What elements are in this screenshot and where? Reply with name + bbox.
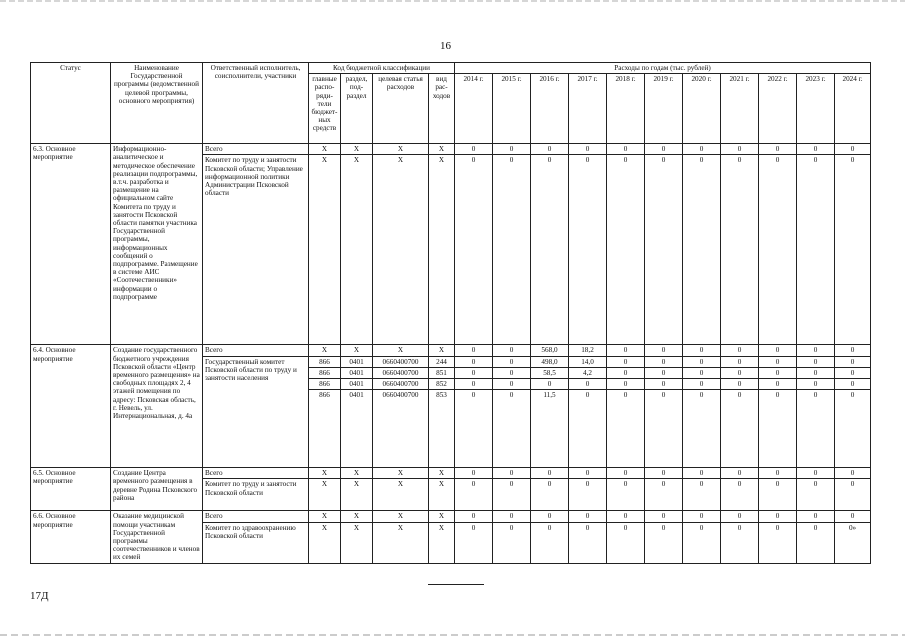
rzpr-cell: X: [341, 345, 373, 356]
header-name: Наименование Государственной программы (ведомственной целевой программы, основного мероприятия): [111, 63, 203, 144]
page-number: 16: [440, 40, 451, 52]
year-value-cell: 0: [759, 379, 797, 390]
year-value-cell: 0: [759, 144, 797, 155]
year-value-cell: 0: [683, 155, 721, 345]
year-value-cell: 0: [835, 144, 871, 155]
vr-cell: 852: [429, 379, 455, 390]
table-row: [31, 511, 871, 522]
rzpr-cell: 0401: [341, 356, 373, 367]
vr-cell: 853: [429, 390, 455, 468]
csr-cell: 0660400700: [373, 367, 429, 378]
vr-cell: X: [429, 522, 455, 563]
year-value-cell: 0: [607, 390, 645, 468]
table-row: [31, 144, 871, 155]
year-value-cell: 0: [797, 479, 835, 511]
year-value-cell: 0: [835, 468, 871, 479]
year-value-cell: 0: [797, 345, 835, 356]
year-value-cell: 0: [493, 390, 531, 468]
year-value-cell: 0: [607, 144, 645, 155]
year-value-cell: 0: [531, 155, 569, 345]
year-value-cell: 0: [569, 390, 607, 468]
header-year: 2021 г.: [721, 74, 759, 144]
year-value-cell: 0: [607, 345, 645, 356]
year-value-cell: 0: [759, 367, 797, 378]
vr-cell: X: [429, 479, 455, 511]
year-value-cell: 0: [683, 144, 721, 155]
csr-cell: X: [373, 511, 429, 522]
responsible-cell: Всего: [203, 144, 309, 155]
year-value-cell: 0: [493, 468, 531, 479]
year-value-cell: 0: [797, 356, 835, 367]
grbs-cell: 866: [309, 356, 341, 367]
year-value-cell: 0: [835, 155, 871, 345]
header-year: 2016 г.: [531, 74, 569, 144]
program-name-cell: Создание Центра временного размещения в деревне Родина Псковского района: [111, 468, 203, 511]
rzpr-cell: X: [341, 468, 373, 479]
year-value-cell: 0: [759, 479, 797, 511]
year-value-cell: 0: [569, 144, 607, 155]
year-value-cell: 0: [569, 479, 607, 511]
year-value-cell: 0: [645, 522, 683, 563]
year-value-cell: 58,5: [531, 367, 569, 378]
year-value-cell: 0: [683, 468, 721, 479]
header-year: 2019 г.: [645, 74, 683, 144]
table-header: [31, 63, 871, 144]
year-value-cell: 0: [493, 379, 531, 390]
header-csr: целевая статья расходов: [373, 74, 429, 144]
csr-cell: X: [373, 144, 429, 155]
responsible-cell: Комитет по труду и занятости Псковской области: [203, 479, 309, 511]
year-value-cell: 0: [569, 511, 607, 522]
rzpr-cell: X: [341, 511, 373, 522]
csr-cell: X: [373, 479, 429, 511]
year-value-cell: 0: [455, 522, 493, 563]
header-year: 2024 г.: [835, 74, 871, 144]
year-value-cell: 0: [759, 345, 797, 356]
status-cell: 6.6. Основное мероприятие: [31, 511, 111, 563]
year-value-cell: 11,5: [531, 390, 569, 468]
rzpr-cell: X: [341, 479, 373, 511]
header-year: 2017 г.: [569, 74, 607, 144]
year-value-cell: 0: [797, 367, 835, 378]
year-value-cell: 14,0: [569, 356, 607, 367]
year-value-cell: 0: [569, 379, 607, 390]
year-value-cell: 0: [569, 522, 607, 563]
year-value-cell: 4,2: [569, 367, 607, 378]
responsible-cell: Всего: [203, 468, 309, 479]
vr-cell: 851: [429, 367, 455, 378]
year-value-cell: 0: [797, 511, 835, 522]
year-value-cell: 0: [645, 479, 683, 511]
year-value-cell: 0: [645, 390, 683, 468]
year-value-cell: 0: [683, 345, 721, 356]
csr-cell: 0660400700: [373, 379, 429, 390]
year-value-cell: 0: [721, 155, 759, 345]
responsible-cell: Всего: [203, 511, 309, 522]
year-value-cell: 0: [607, 511, 645, 522]
year-value-cell: 0: [721, 468, 759, 479]
year-value-cell: 0: [759, 155, 797, 345]
year-value-cell: 568,0: [531, 345, 569, 356]
year-value-cell: 0: [607, 155, 645, 345]
year-value-cell: 0: [683, 379, 721, 390]
year-value-cell: 0: [531, 522, 569, 563]
year-value-cell: 0: [493, 144, 531, 155]
year-value-cell: 0: [645, 468, 683, 479]
program-name-cell: Информационно-аналитическое и методическое обеспечение реализации подпрограммы, в.т.ч. разработка и размещение на официальном сайте Комитета по труду и занятости Псковской области памятки участника Государственной программы, информационных сообщений о подпрограмме. Размещение в системе АИС «Соотечественники» информации о подпрограмме: [111, 144, 203, 345]
year-value-cell: 0: [721, 511, 759, 522]
year-value-cell: 0: [721, 367, 759, 378]
scan-edge-top: [0, 0, 905, 2]
year-value-cell: 0: [797, 522, 835, 563]
header-year: 2014 г.: [455, 74, 493, 144]
rzpr-cell: X: [341, 155, 373, 345]
budget-table: [30, 62, 871, 564]
year-value-cell: 0: [531, 511, 569, 522]
year-value-cell: 0: [455, 468, 493, 479]
vr-cell: 244: [429, 356, 455, 367]
header-responsible: Ответственный исполнитель, соисполнители, участники: [203, 63, 309, 144]
year-value-cell: 0: [683, 522, 721, 563]
table-row: [31, 468, 871, 479]
year-value-cell: 0: [531, 379, 569, 390]
year-value-cell: 0»: [835, 522, 871, 563]
year-value-cell: 0: [493, 511, 531, 522]
year-value-cell: 0: [683, 367, 721, 378]
year-value-cell: 0: [607, 522, 645, 563]
scan-edge-bottom: [0, 634, 905, 636]
program-name-cell: Оказание медицинской помощи участникам Государственной программы соотечественников и членов их семей: [111, 511, 203, 563]
year-value-cell: 0: [835, 356, 871, 367]
year-value-cell: 0: [721, 479, 759, 511]
year-value-cell: 18,2: [569, 345, 607, 356]
year-value-cell: 0: [493, 479, 531, 511]
responsible-cell: Комитет по здравоохранению Псковской области: [203, 522, 309, 563]
year-value-cell: 0: [721, 144, 759, 155]
year-value-cell: 0: [645, 367, 683, 378]
grbs-cell: X: [309, 468, 341, 479]
year-value-cell: 0: [721, 345, 759, 356]
grbs-cell: X: [309, 511, 341, 522]
grbs-cell: X: [309, 155, 341, 345]
year-value-cell: 0: [645, 144, 683, 155]
grbs-cell: X: [309, 144, 341, 155]
year-value-cell: 0: [607, 367, 645, 378]
year-value-cell: 0: [645, 356, 683, 367]
table-row: [31, 345, 871, 356]
year-value-cell: 0: [607, 479, 645, 511]
year-value-cell: 0: [455, 390, 493, 468]
grbs-cell: 866: [309, 390, 341, 468]
year-value-cell: 0: [835, 479, 871, 511]
year-value-cell: 0: [455, 155, 493, 345]
year-value-cell: 0: [607, 379, 645, 390]
program-name-cell: Создание государственного бюджетного учреждения Псковской области «Центр временного размещения» на свободных площадях 2, 4 этажей помещения по адресу: Псковская область, г. Невель, ул. Интернациональная, д. 4а: [111, 345, 203, 468]
year-value-cell: 0: [797, 155, 835, 345]
csr-cell: X: [373, 345, 429, 356]
rzpr-cell: 0401: [341, 379, 373, 390]
vr-cell: X: [429, 155, 455, 345]
year-value-cell: 0: [493, 356, 531, 367]
year-value-cell: 0: [607, 468, 645, 479]
vr-cell: X: [429, 144, 455, 155]
year-value-cell: 0: [835, 390, 871, 468]
grbs-cell: 866: [309, 379, 341, 390]
header-expenses: Расходы по годам (тыс. рублей): [455, 63, 871, 74]
rzpr-cell: 0401: [341, 390, 373, 468]
year-value-cell: 0: [759, 522, 797, 563]
year-value-cell: 0: [531, 479, 569, 511]
year-value-cell: 0: [455, 144, 493, 155]
header-year: 2022 г.: [759, 74, 797, 144]
year-value-cell: 0: [493, 522, 531, 563]
responsible-cell: Комитет по труду и занятости Псковской области; Управление информационной политики Администрации Псковской области: [203, 155, 309, 345]
year-value-cell: 0: [797, 468, 835, 479]
rzpr-cell: X: [341, 144, 373, 155]
year-value-cell: 0: [835, 345, 871, 356]
grbs-cell: X: [309, 479, 341, 511]
table-body: [31, 144, 871, 563]
year-value-cell: 0: [645, 155, 683, 345]
year-value-cell: 0: [797, 144, 835, 155]
year-value-cell: 0: [493, 345, 531, 356]
year-value-cell: 0: [835, 511, 871, 522]
csr-cell: X: [373, 522, 429, 563]
header-budget-code: Код бюджетной классификации: [309, 63, 455, 74]
year-value-cell: 498,0: [531, 356, 569, 367]
status-cell: 6.4. Основное мероприятие: [31, 345, 111, 468]
year-value-cell: 0: [645, 345, 683, 356]
vr-cell: X: [429, 345, 455, 356]
rzpr-cell: X: [341, 522, 373, 563]
header-year: 2015 г.: [493, 74, 531, 144]
year-value-cell: 0: [493, 155, 531, 345]
responsible-cell: Государственный комитет Псковской области по труду и занятости населения: [203, 356, 309, 468]
status-cell: 6.3. Основное мероприятие: [31, 144, 111, 345]
year-value-cell: 0: [455, 511, 493, 522]
vr-cell: X: [429, 511, 455, 522]
year-value-cell: 0: [455, 479, 493, 511]
footer-rule: [428, 584, 484, 585]
header-year: 2020 г.: [683, 74, 721, 144]
year-value-cell: 0: [493, 367, 531, 378]
year-value-cell: 0: [569, 155, 607, 345]
year-value-cell: 0: [645, 379, 683, 390]
footer-code: 17Д: [30, 590, 49, 602]
header-year: 2018 г.: [607, 74, 645, 144]
header-year: 2023 г.: [797, 74, 835, 144]
year-value-cell: 0: [683, 479, 721, 511]
year-value-cell: 0: [683, 356, 721, 367]
status-cell: 6.5. Основное мероприятие: [31, 468, 111, 511]
header-rzpr: раздел, под-раздел: [341, 74, 373, 144]
rzpr-cell: 0401: [341, 367, 373, 378]
year-value-cell: 0: [455, 356, 493, 367]
year-value-cell: 0: [721, 522, 759, 563]
year-value-cell: 0: [455, 345, 493, 356]
year-value-cell: 0: [721, 356, 759, 367]
year-value-cell: 0: [835, 379, 871, 390]
year-value-cell: 0: [759, 511, 797, 522]
year-value-cell: 0: [721, 379, 759, 390]
year-value-cell: 0: [607, 356, 645, 367]
header-vr: вид рас-ходов: [429, 74, 455, 144]
csr-cell: 0660400700: [373, 390, 429, 468]
grbs-cell: 866: [309, 367, 341, 378]
csr-cell: 0660400700: [373, 356, 429, 367]
csr-cell: X: [373, 468, 429, 479]
year-value-cell: 0: [759, 356, 797, 367]
year-value-cell: 0: [835, 367, 871, 378]
year-value-cell: 0: [645, 511, 683, 522]
year-value-cell: 0: [683, 390, 721, 468]
year-value-cell: 0: [797, 390, 835, 468]
year-value-cell: 0: [759, 390, 797, 468]
year-value-cell: 0: [455, 367, 493, 378]
header-status: Статус: [31, 63, 111, 144]
responsible-cell: Всего: [203, 345, 309, 356]
vr-cell: X: [429, 468, 455, 479]
year-value-cell: 0: [797, 379, 835, 390]
year-value-cell: 0: [683, 511, 721, 522]
csr-cell: X: [373, 155, 429, 345]
year-value-cell: 0: [531, 144, 569, 155]
year-value-cell: 0: [569, 468, 607, 479]
year-value-cell: 0: [531, 468, 569, 479]
year-value-cell: 0: [759, 468, 797, 479]
header-grbs: главные распо-ряди-тели бюджет-ных средств: [309, 74, 341, 144]
year-value-cell: 0: [455, 379, 493, 390]
grbs-cell: X: [309, 345, 341, 356]
year-value-cell: 0: [721, 390, 759, 468]
grbs-cell: X: [309, 522, 341, 563]
